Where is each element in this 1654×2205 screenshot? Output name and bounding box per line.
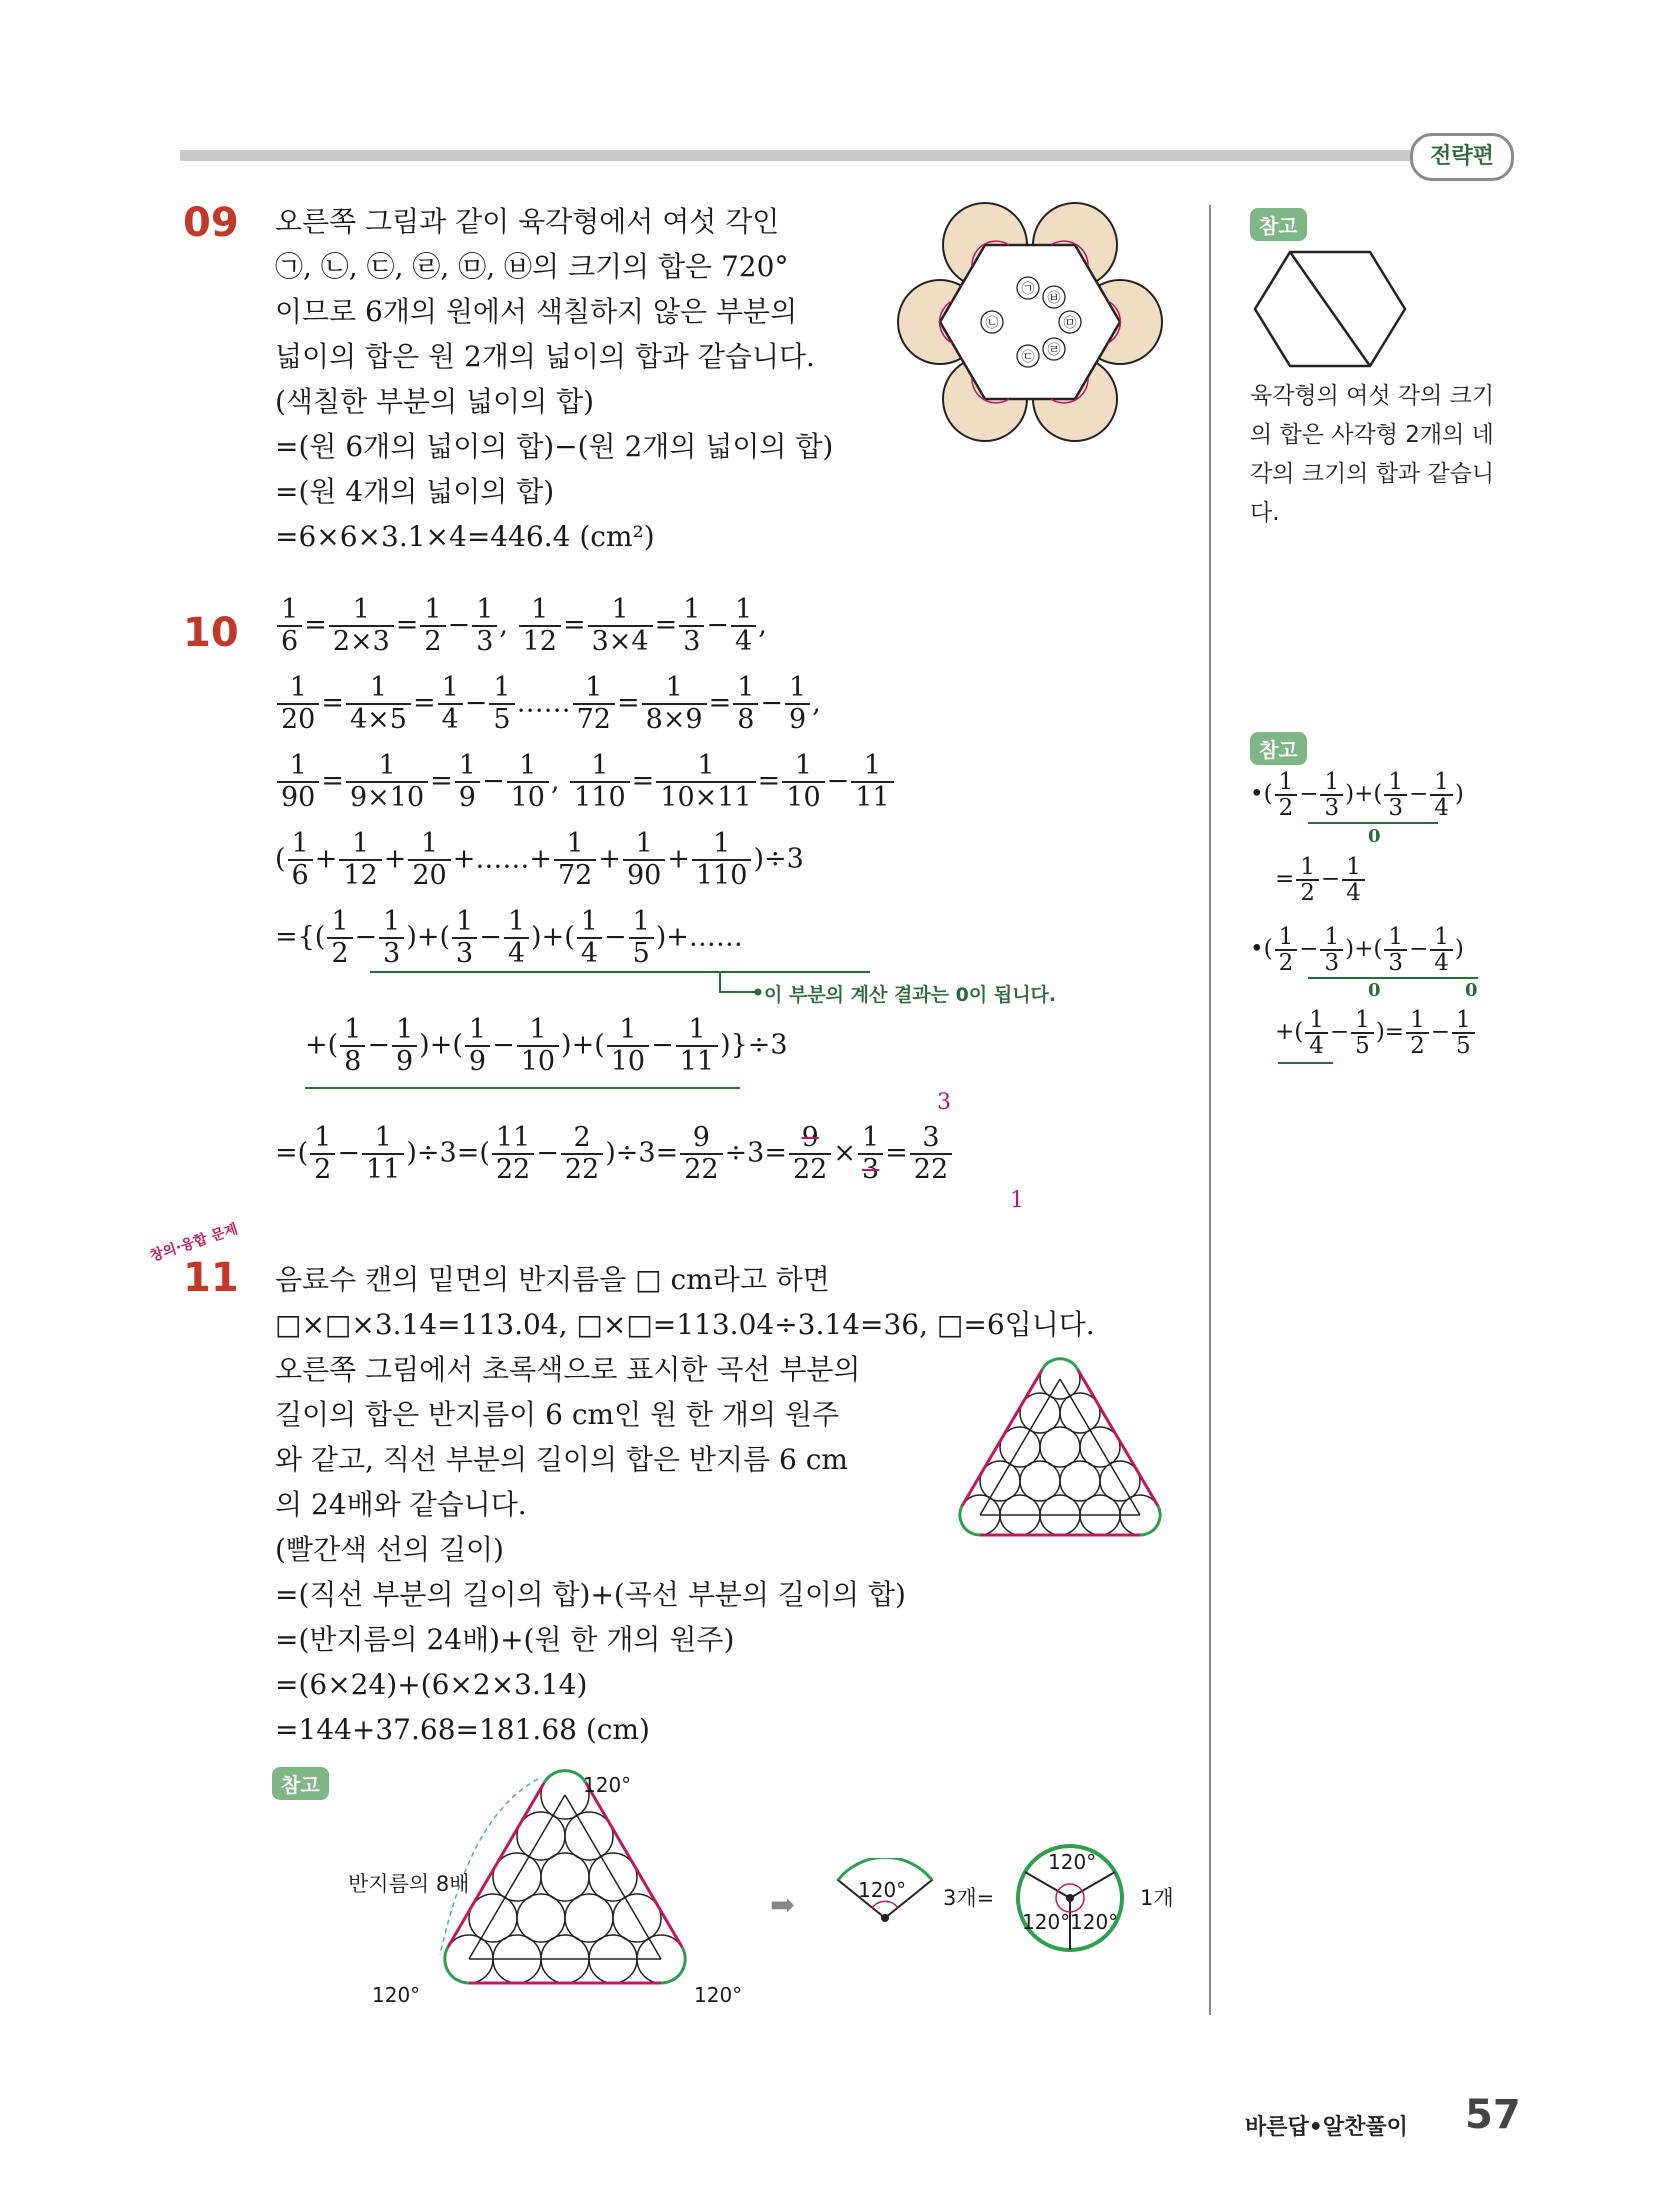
reference-badge: 참고 [1250,208,1307,241]
section-tag: 전략편 [1410,133,1514,181]
note-line: 각의 크기의 합과 같습니 [1250,461,1495,487]
text-line: =(원 4개의 넓이의 합) [275,475,555,508]
cancel-top: 3 [937,1090,951,1115]
angle-label: ㉡ [985,316,999,331]
zero-mark: 0 [1368,826,1381,847]
problem-number-10: 10 [183,610,239,656]
text-line: 길이의 합은 반지름이 6 cm인 원 한 개의 원주 [275,1398,840,1431]
text-line: =(반지름의 24배)+(원 한 개의 원주) [275,1623,735,1656]
ref-eq-2: = $\frac{1}{2}$ − $\frac{1}{4}$ [1275,855,1367,905]
sector-angle: 120° [858,1878,907,1902]
arrow-right-icon: ➡ [770,1888,796,1923]
problem-tag: 창의·융합 문제 [148,1221,240,1265]
angle-label: ㉥ [1047,291,1061,306]
text-line: =144+37.68=181.68 (cm) [275,1713,650,1746]
radius-label: 반지름의 8배 [348,1872,470,1896]
problem-number-11: 11 [183,1255,239,1301]
text-line: =(직선 부분의 길이의 합)+(곡선 부분의 길이의 합) [275,1578,906,1611]
text-line: (색칠한 부분의 넓이의 합) [275,385,595,418]
eq-row-4: ( $\frac{1}{6}$ + $\frac{1}{12}$ + $\frac{1}{20}$ +……+ $\frac{1}{72}$ + $\frac{1}{90}$ + $\frac{1}{110}$ )÷3 [275,828,804,891]
cans-triangle-figure [945,1355,1175,1570]
text-line: 오른쪽 그림과 같이 육각형에서 여섯 각인 [275,205,780,238]
angle-label: ㉤ [1063,316,1077,331]
angle-label-right: 120° [694,1983,743,2007]
footer-label: 바른답•알찬풀이 [1245,2115,1408,2140]
circle-angle-top: 120° [1048,1850,1097,1874]
circle-angle-right: 120° [1070,1910,1119,1934]
text-line: 와 같고, 직선 부분의 길이의 합은 반지름 6 cm [275,1443,848,1476]
reference-badge: 참고 [272,1767,329,1800]
angle-label: ㉠ [1021,282,1035,297]
underline [1308,977,1478,979]
text-line: □×□×3.14=113.04, □×□=113.04÷3.14=36, □=6입니다. [275,1308,1095,1341]
hexagon-circles-figure [880,200,1180,445]
text-line: 이므로 6개의 원에서 색칠하지 않은 부분의 [275,295,798,328]
text-line: 넓이의 합은 원 2개의 넓이의 합과 같습니다. [275,340,815,373]
eq-row-3: $\frac{1}{90}$ = $\frac{1}{9\times 10}$ = $\frac{1}{9}$ − $\frac{1}{10}$ , $\frac{1}{110}$ = $\frac{1}{10\times 11}$ = $\frac{1}{10}$ − $\frac{1}{11}$ [275,751,896,813]
cancel-note: 이 부분의 계산 결과는 0이 됩니다. [764,984,1057,1006]
angle-label-top: 120° [583,1773,632,1797]
text-line: 음료수 캔의 밑면의 반지름을 □ cm라고 하면 [275,1263,830,1296]
problem-number-09: 09 [183,200,239,246]
column-divider [1209,205,1211,2015]
ref-eq-4: +( $\frac{1}{4}$ − $\frac{1}{5}$ )= $\frac{1}{2}$ − $\frac{1}{5}$ [1275,1008,1477,1058]
text-line: 오른쪽 그림에서 초록색으로 표시한 곡선 부분의 [275,1353,861,1386]
circle-angle-left: 120° [1022,1910,1071,1934]
text-line: =(원 6개의 넓이의 합)−(원 2개의 넓이의 합) [275,430,834,463]
header-bar [180,150,1410,161]
underline [1308,822,1438,824]
eq-row-7: =( $\frac{1}{2}$ − $\frac{1}{11}$ )÷3=( $\frac{11}{22}$ − $\frac{2}{22}$ )÷3= $\frac{9}{22}$ ÷3= $\frac{9}{22}$ × $\frac{1}{3}$ = $\frac{3}{22}$ [275,1123,954,1185]
underline-bracket [305,1085,745,1091]
text-line: ㉠, ㉡, ㉢, ㉣, ㉤, ㉥의 크기의 합은 720° [275,250,789,283]
note-line: 다. [1250,500,1280,526]
hexagon-diagonal-figure [1250,247,1410,372]
text-line: =(6×24)+(6×2×3.14) [275,1668,588,1701]
reference-badge: 참고 [1250,732,1307,765]
problem09-body [275,205,833,554]
angle-label: ㉣ [1047,343,1061,358]
reference-note [1250,377,1535,533]
zero-mark: 0 [1465,980,1478,1001]
note-line: 육각형의 여섯 각의 크기 [1250,383,1495,409]
zero-mark: 0 [1368,980,1381,1001]
ref-eq-3: •( $\frac{1}{2}$ − $\frac{1}{3}$ )+( $\frac{1}{3}$ − $\frac{1}{4}$ ) [1250,924,1464,976]
page-number: 57 [1465,2092,1521,2138]
text-line: (빨간색 선의 길이) [275,1533,504,1566]
angle-label: ㉢ [1021,350,1035,365]
eq-row-6: +( $\frac{1}{8}$ − $\frac{1}{9}$ )+( $\frac{1}{9}$ − $\frac{1}{10}$ )+( $\frac{1}{10}$ − $\frac{1}{11}$ )}÷3 [305,1014,788,1077]
text-line: 의 24배와 같습니다. [275,1488,527,1521]
count-three: 3개= [943,1886,995,1910]
eq-row-2: $\frac{1}{20}$ = $\frac{1}{4\times 5}$ = $\frac{1}{4}$ − $\frac{1}{5}$ …… $\frac{1}{72}$ = $\frac{1}{8\times 9}$ = $\frac{1}{8}$ − $\frac{1}{9}$ , [275,673,821,735]
text-line: =6×6×3.1×4=446.4 (cm²) [275,520,655,553]
eq-row-1: $\frac{1}{6}$ = $\frac{1}{2\times 3}$ = $\frac{1}{2}$ − $\frac{1}{3}$ , $\frac{1}{12}$ = $\frac{1}{3\times 4}$ = $\frac{1}{3}$ − $\frac{1}{4}$ , [275,595,767,657]
count-one: 1개 [1140,1886,1174,1910]
note-line: 의 합은 사각형 2개의 네 [1250,422,1494,448]
cancel-bottom: 1 [1010,1188,1024,1213]
angle-label-left: 120° [372,1983,421,2007]
ref-eq-1: •( $\frac{1}{2}$ − $\frac{1}{3}$ )+( $\frac{1}{3}$ − $\frac{1}{4}$ ) [1250,769,1464,821]
underline [1278,1062,1333,1064]
eq-row-5: ={( $\frac{1}{2}$ − $\frac{1}{3}$ )+( $\frac{1}{3}$ − $\frac{1}{4}$ )+( $\frac{1}{4}$ − $\frac{1}{5}$ )+…… [275,906,743,969]
